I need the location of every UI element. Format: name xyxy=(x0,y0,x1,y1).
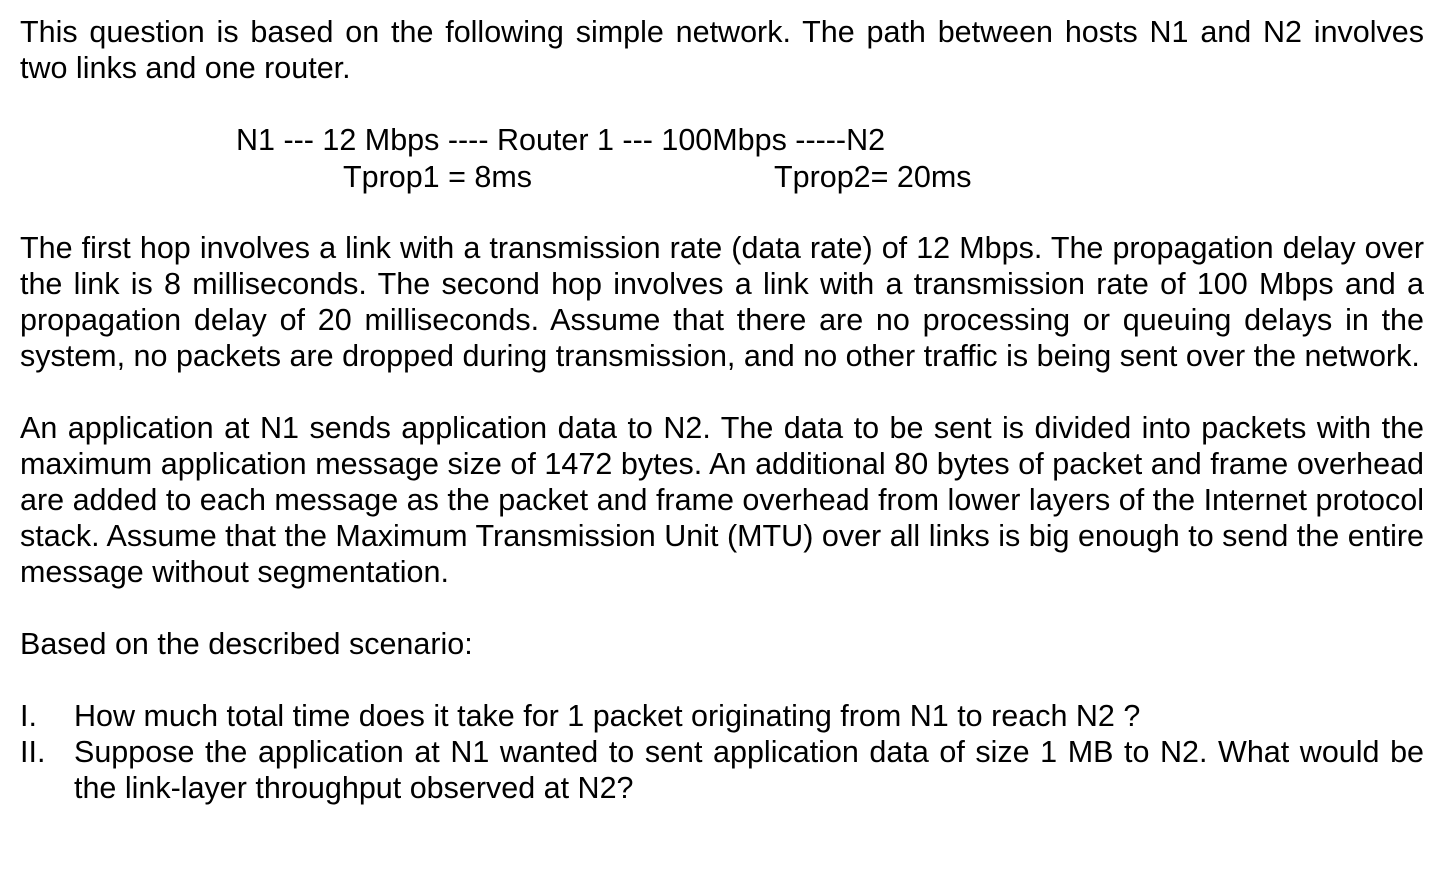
question-text: Suppose the application at N1 wanted to sent application data of size 1 MB to N2. What would be the link-layer throughput observed at N2? xyxy=(74,735,1424,805)
question-number: I. xyxy=(20,699,37,733)
application-description-paragraph: An application at N1 sends application data to N2. The data to be sent is divided into packets with the maximum application message size of 1472 bytes. An additional 80 bytes of packet and frame overhead are added to each message as the packet and frame overhead from lower layers of the Internet protocol stack. Assume that the Maximum Transmission Unit (MTU) over all links is big enough to send the entire message without segmentation. xyxy=(20,411,1424,589)
spacer xyxy=(20,374,1424,410)
tprop1-label: Tprop1 = 8ms xyxy=(343,160,533,194)
tprop2-label: Tprop2= 20ms xyxy=(774,160,972,194)
spacer xyxy=(20,590,1424,626)
lead-in-text: Based on the described scenario: xyxy=(20,627,473,661)
spacer xyxy=(20,194,1424,230)
document-page xyxy=(20,14,1424,806)
question-text: How much total time does it take for 1 packet originating from N1 to reach N2 ? xyxy=(74,699,1141,733)
spacer xyxy=(20,662,1424,698)
question-list xyxy=(20,698,1424,806)
intro-paragraph: This question is based on the following simple network. The path between hosts N1 and N2 involves two links and one router. xyxy=(20,15,1424,85)
question-number: II. xyxy=(20,735,46,769)
spacer xyxy=(20,86,1424,122)
question-item xyxy=(20,698,1424,734)
network-path-text: N1 --- 12 Mbps ---- Router 1 --- 100Mbps -----N2 xyxy=(236,123,886,157)
network-diagram xyxy=(20,122,1424,194)
link-description-paragraph: The first hop involves a link with a transmission rate (data rate) of 12 Mbps. The propagation delay over the link is 8 milliseconds. The second hop involves a link with a transmission rate of 100 Mbps and a propagation delay of 20 milliseconds. Assume that there are no processing or queuing delays in the system, no packets are dropped during transmission, and no other traffic is being sent over the network. xyxy=(20,231,1424,373)
question-item xyxy=(20,734,1424,806)
